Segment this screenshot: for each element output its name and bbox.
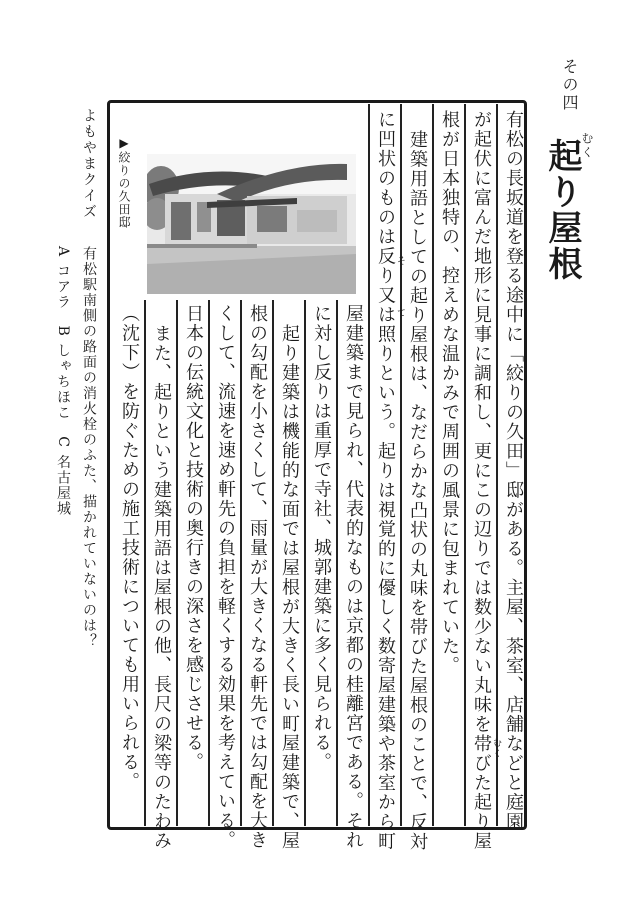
- body-line-13: （沈下）を防ぐための施工技術についても用いられる。: [119, 304, 140, 792]
- body-line-8: 起り建築は機能的な面では屋根が大きく長い町屋建築で、屋: [279, 324, 300, 851]
- column-rule: [176, 300, 178, 826]
- column-rule: [400, 104, 402, 826]
- body-line-9: 根の勾配を小さくして、雨量が大きくなる軒先では勾配を大き: [247, 304, 268, 850]
- ruby-mukuri: むく: [491, 738, 501, 759]
- house-photo: [147, 154, 356, 294]
- quiz-options: A コアラ B しゃちほこ C 名古屋城: [55, 246, 71, 517]
- column-rule: [240, 300, 242, 826]
- quiz-title: よもやまクイズ: [81, 108, 97, 220]
- ruby-sori: そ: [395, 256, 405, 267]
- ruby-teri: て: [395, 308, 405, 319]
- body-line-2: が起伏に富んだ地形に見事に調和し、更にこの辺りでは数少ない丸味を帯びた起り屋: [471, 110, 492, 851]
- column-rule: [432, 104, 434, 826]
- page-title: 起り屋根: [542, 138, 582, 282]
- body-line-5: に凹状のものは反り又は照りという。起りは視覚的に優しく数寄屋建築や茶室から町: [375, 110, 396, 851]
- quiz-question: 有松駅南側の路面の消火栓のふた、描かれていないのは？: [81, 246, 97, 649]
- column-rule: [208, 300, 210, 826]
- column-rule: [272, 300, 274, 826]
- photo-caption: ▶絞りの久田邸: [117, 136, 131, 229]
- body-line-4: 建築用語としての起り屋根は、なだらかな凸状の丸味を帯びた屋根のことで、反対: [407, 130, 428, 852]
- column-rule: [304, 300, 306, 826]
- body-line-11: 日本の伝統文化と技術の奥行きの深さを感じさせる。: [183, 304, 204, 772]
- body-line-3: 根が日本独特の、控えめな温かみで周囲の風景に包まれていた。: [439, 110, 460, 676]
- column-rule: [368, 104, 370, 826]
- body-line-7: に対し反りは重厚で寺社、城郭建築に多く見られる。: [311, 304, 332, 772]
- body-line-1: 有松の長坂道を登る途中に「絞りの久田」邸がある。主屋、茶室、店舗などと庭園: [503, 110, 524, 832]
- column-rule: [336, 300, 338, 826]
- column-rule: [144, 300, 146, 826]
- column-rule: [464, 104, 466, 826]
- section-label: その四: [560, 58, 579, 112]
- body-line-10: くして、流速を速め軒先の負担を軽くする効果を考えている。: [215, 304, 236, 850]
- body-line-12: また、起りという建築用語は屋根の他、長尺の梁等のたわみ: [151, 324, 172, 851]
- title-ruby: むく: [580, 132, 594, 160]
- house-illustration: [147, 154, 356, 294]
- column-rule: [496, 104, 498, 826]
- body-line-6: 屋建築まで見られ、代表的なものは京都の桂離宮である。それ: [343, 304, 364, 850]
